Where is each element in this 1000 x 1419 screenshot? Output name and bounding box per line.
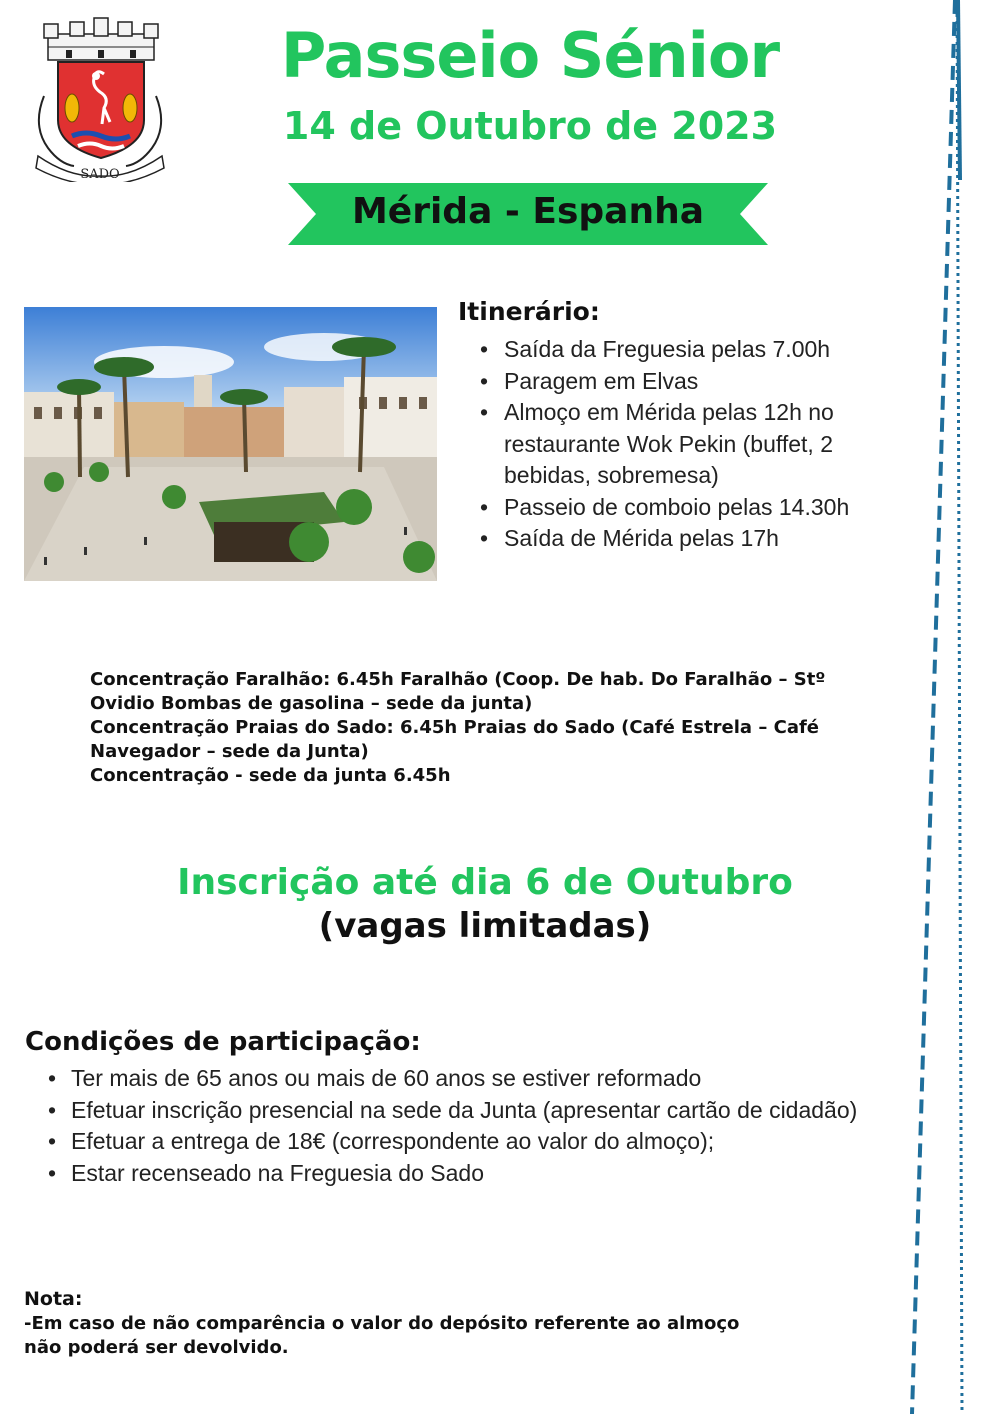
registration-deadline: Inscrição até dia 6 de Outubro [177,862,793,903]
condition-item: • Estar recenseado na Freguesia do Sado [48,1158,878,1190]
destination-label: Mérida - Espanha [351,191,705,232]
crest-label: SADO [80,167,120,182]
itinerary-item: • Almoço em Mérida pelas 12h no restaurante Wok Pekin (buffet, 2 bebidas, sobremesa) [480,397,910,492]
itinerary-item: • Passeio de comboio pelas 14.30h [480,492,910,524]
page-title: Passeio Sénior [280,19,780,92]
note-text [24,1312,804,1360]
itinerary-item: • Saída da Freguesia pelas 7.00h [480,334,910,366]
meeting-point: Concentração Praias do Sado: 6.45h Praias do Sado (Café Estrela – Café Navegador – sede da Junta) [90,717,819,762]
itinerary-item: • Paragem em Elvas [480,366,910,398]
condition-item: • Ter mais de 65 anos ou mais de 60 anos se estiver reformado [48,1063,878,1095]
itinerary-list [480,334,910,555]
conditions-list [48,1063,878,1189]
condition-item: • Efetuar a entrega de 18€ (correspondente ao valor do almoço); [48,1126,878,1158]
event-date: 14 de Outubro de 2023 [282,104,778,148]
meeting-points [90,668,830,788]
note-heading: Nota: [24,1288,83,1310]
meeting-point: Concentração Faralhão: 6.45h Faralhão (Coop. De hab. Do Faralhão – Stº Ovidio Bombas de gasolina – sede da junta) [90,669,826,714]
note-line: -Em caso de não comparência o valor do depósito referente ao almoço [24,1313,740,1334]
coat-of-arms-logo [30,16,170,182]
town-square-photo [24,307,437,581]
meeting-point: Concentração - sede da junta 6.45h [90,765,451,786]
condition-item: • Efetuar inscrição presencial na sede da Junta (apresentar cartão de cidadão) [48,1095,878,1127]
crest-icon [30,16,170,182]
note-line: não poderá ser devolvido. [24,1337,289,1358]
decorative-dashed-lines [900,0,1000,1414]
limited-places-note: (vagas limitadas) [318,906,652,946]
itinerary-item: • Saída de Mérida pelas 17h [480,523,910,555]
itinerary-heading: Itinerário: [458,297,600,326]
conditions-heading: Condições de participação: [25,1027,421,1057]
destination-banner [288,183,768,245]
